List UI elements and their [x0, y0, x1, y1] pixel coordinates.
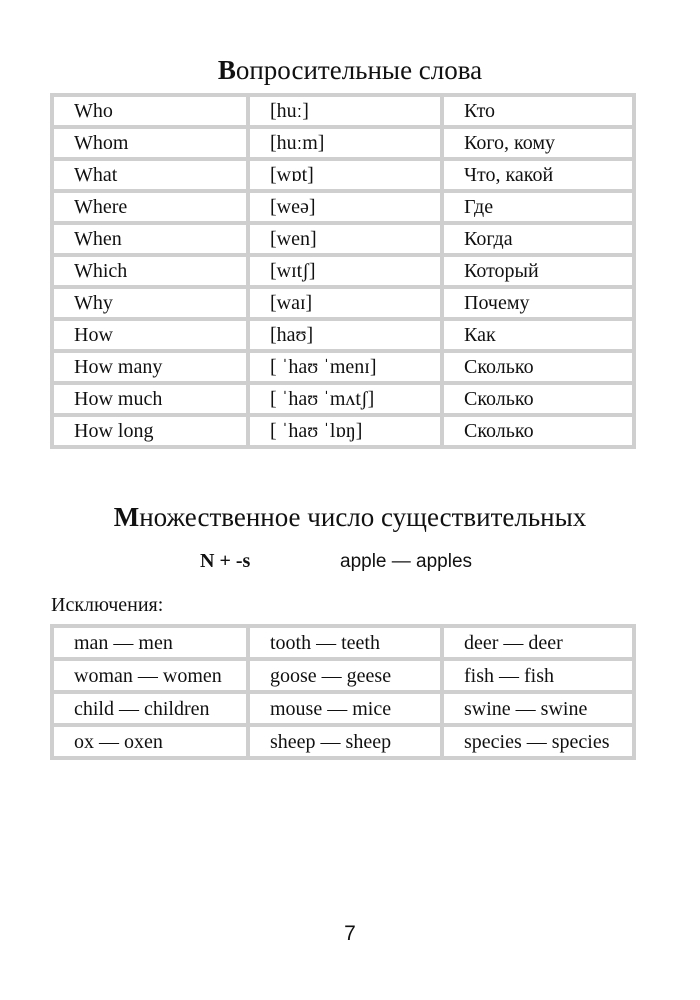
translation-cell: Где — [443, 190, 633, 222]
transcription-cell: [wen] — [249, 222, 443, 254]
title-text: ножественное число существительных — [139, 502, 587, 532]
transcription-cell: [haʊ] — [249, 318, 443, 350]
table-row — [53, 627, 633, 658]
plural-example: apple — apples — [340, 551, 473, 572]
plural-pair-cell: species — species — [443, 724, 633, 757]
english-word-cell: Which — [53, 254, 249, 286]
english-word-cell: How — [53, 318, 249, 350]
plural-exceptions-table — [50, 624, 636, 760]
table-row — [53, 96, 633, 126]
plural-pair-cell: ox — oxen — [53, 724, 249, 757]
table-row — [53, 382, 633, 414]
table-row — [53, 318, 633, 350]
table-row — [53, 691, 633, 724]
english-word-cell: Where — [53, 190, 249, 222]
plural-pair-cell: mouse — mice — [249, 691, 443, 724]
section-title-question-words — [0, 55, 700, 86]
table-row — [53, 414, 633, 446]
english-word-cell: How much — [53, 382, 249, 414]
transcription-cell: [huː] — [249, 96, 443, 126]
table-row — [53, 190, 633, 222]
table-row — [53, 254, 633, 286]
translation-cell: Кто — [443, 96, 633, 126]
translation-cell: Который — [443, 254, 633, 286]
table-row — [53, 350, 633, 382]
translation-cell: Почему — [443, 286, 633, 318]
english-word-cell: When — [53, 222, 249, 254]
translation-cell: Сколько — [443, 350, 633, 382]
translation-cell: Как — [443, 318, 633, 350]
page-number: 7 — [344, 922, 356, 945]
question-words-table — [50, 93, 636, 449]
english-word-cell: Whom — [53, 126, 249, 158]
plural-pair-cell: sheep — sheep — [249, 724, 443, 757]
plural-rule — [0, 550, 700, 576]
translation-cell: Кого, кому — [443, 126, 633, 158]
translation-cell: Сколько — [443, 414, 633, 446]
english-word-cell: Who — [53, 96, 249, 126]
table-row — [53, 658, 633, 691]
table-row — [53, 222, 633, 254]
transcription-cell: [ ˈhaʊ ˈmʌtʃ] — [249, 382, 443, 414]
plural-pair-cell: man — men — [53, 627, 249, 658]
plural-pair-cell: deer — deer — [443, 627, 633, 658]
english-word-cell: Why — [53, 286, 249, 318]
title-initial: М — [113, 502, 140, 532]
transcription-cell: [wɪtʃ] — [249, 254, 443, 286]
transcription-cell: [huːm] — [249, 126, 443, 158]
transcription-cell: [wɒt] — [249, 158, 443, 190]
table-row — [53, 158, 633, 190]
transcription-cell: [ ˈhaʊ ˈmenɪ] — [249, 350, 443, 382]
english-word-cell: How many — [53, 350, 249, 382]
transcription-cell: [waɪ] — [249, 286, 443, 318]
plural-pair-cell: woman — women — [53, 658, 249, 691]
transcription-cell: [ ˈhaʊ ˈlɒŋ] — [249, 414, 443, 446]
english-word-cell: What — [53, 158, 249, 190]
plural-formula: N + -s — [200, 550, 251, 572]
plural-pair-cell: goose — geese — [249, 658, 443, 691]
translation-cell: Что, какой — [443, 158, 633, 190]
translation-cell: Сколько — [443, 382, 633, 414]
plural-pair-cell: child — children — [53, 691, 249, 724]
exceptions-label: Исключения: — [51, 594, 164, 616]
table-row — [53, 286, 633, 318]
translation-cell: Когда — [443, 222, 633, 254]
english-word-cell: How long — [53, 414, 249, 446]
table-row — [53, 126, 633, 158]
plural-pair-cell: tooth — teeth — [249, 627, 443, 658]
transcription-cell: [weə] — [249, 190, 443, 222]
plural-pair-cell: fish — fish — [443, 658, 633, 691]
title-initial: В — [217, 55, 236, 85]
section-title-plural-nouns — [0, 502, 700, 533]
table-row — [53, 724, 633, 757]
plural-pair-cell: swine — swine — [443, 691, 633, 724]
title-text: опросительные слова — [235, 55, 483, 85]
